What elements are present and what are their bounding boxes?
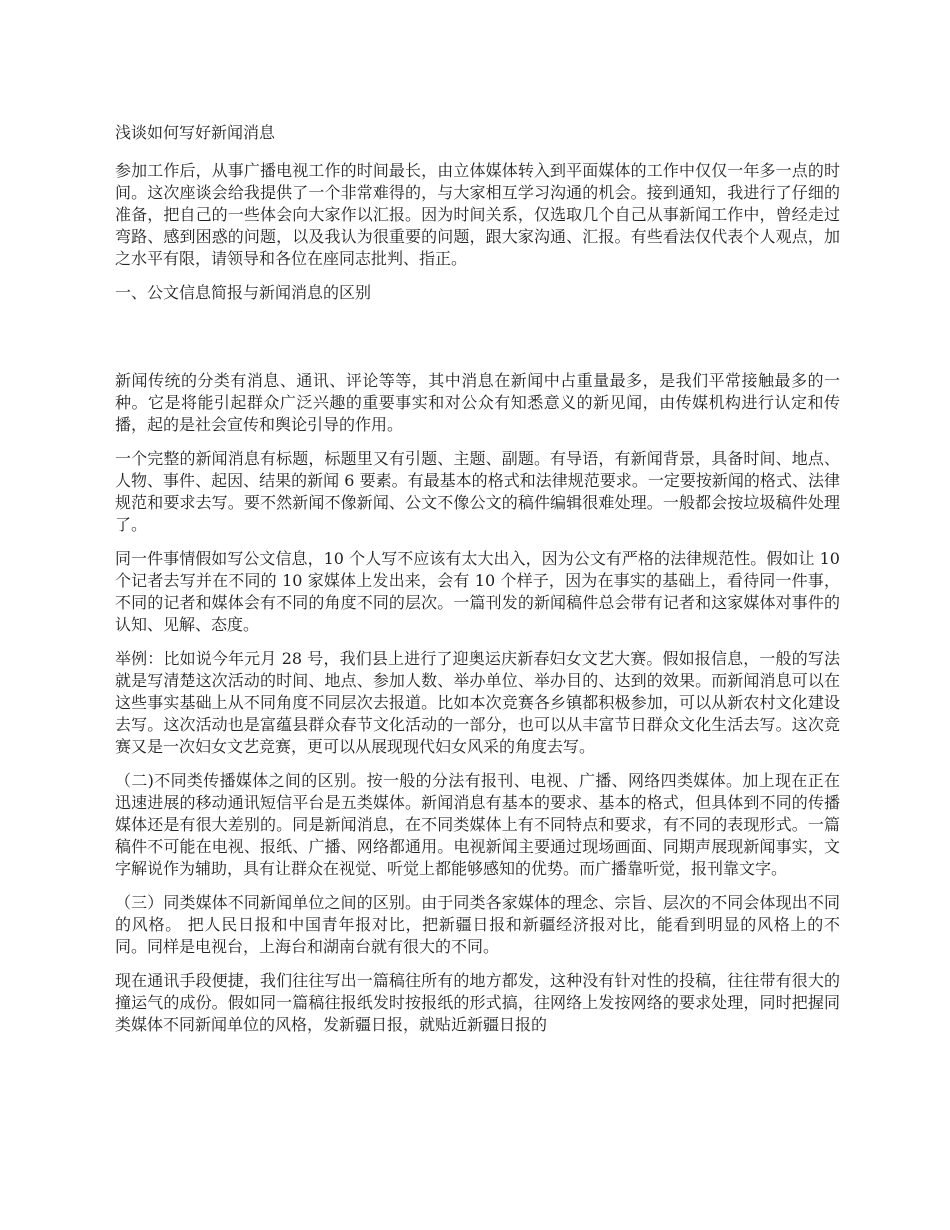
intro-paragraph: 参加工作后，从事广播电视工作的时间最长，由立体媒体转入到平面媒体的工作中仅仅一年多一点的时间。这次座谈会给我提供了一个非常难得的，与大家相互学习沟通的机会。接到通知，我进行了仔细的准备，把自己的一些体会向大家作以汇报。因为时间关系，仅选取几个自己从事新闻工作中，曾经走过弯路、感到困惑的问题，以及我认为很重要的问题，跟大家沟通、汇报。有些看法仅代表个人观点，加之水平有限，请领导和各位在座同志批判、指正。 [115,161,840,268]
document-page [115,122,840,1048]
section-heading: 一、公文信息简报与新闻消息的区别 [115,283,372,302]
body-paragraph-2: 一个完整的新闻消息有标题，标题里又有引题、主题、副题。有导语，有新闻背景，具备时间、地点、人物、事件、起因、结果的新闻 6 要素。有最基本的格式和法律规范要求。一定要按新闻的格式、法律规范和要求去写。要不然新闻不像新闻、公文不像公文的稿件编辑很难处理。一般都会按垃圾稿件处理了。 [115,449,840,534]
body-paragraph-5: （二)不同类传播媒体之间的区别。按一般的分法有报刊、电视、广播、网络四类媒体。加上现在正在迅速进展的移动通讯短信平台是五类媒体。新闻消息有基本的要求、基本的格式，但具体到不同的传播媒体还是有很大差别的。同是新闻消息，在不同类媒体上有不同特点和要求，有不同的表现形式。一篇稿件不可能在电视、报纸、广播、网络都通用。电视新闻主要通过现场画面、同期声展现新闻事实，文字解说作为辅助，具有让群众在视觉、听觉上都能够感知的优势。而广播靠听觉，报刊靠文字。 [115,771,840,878]
body-paragraph-7: 现在通讯手段便捷，我们往往写出一篇稿往所有的地方都发，这种没有针对性的投稿，往往带有很大的撞运气的成份。假如同一篇稿往报纸发时按报纸的形式搞，往网络上发按网络的要求处理，同时把握同类媒体不同新闻单位的风格，发新疆日报，就贴近新疆日报的 [115,971,840,1034]
document-title: 浅谈如何写好新闻消息 [115,123,276,142]
body-paragraph-6: （三）同类媒体不同新闻单位之间的区别。由于同类各家媒体的理念、宗旨、层次的不同会体现出不同的风格。 把人民日报和中国青年报对比，把新疆日报和新疆经济报对比，能看到明显的风格上的不同。同样是电视台，上海台和湖南台就有很大的不同。 [115,893,840,956]
body-paragraph-3: 同一件事情假如写公文信息，10 个人写不应该有太大出入，因为公文有严格的法律规范性。假如让 10 个记者去写并在不同的 10 家媒体上发出来，会有 10 个样子，因为在事实的基础上，看待同一件事，不同的记者和媒体会有不同的角度不同的层次。一篇刊发的新闻稿件总会带有记者和这家媒体对事件的认知、见解、态度。 [115,549,840,634]
body-paragraph-1: 新闻传统的分类有消息、通讯、评论等等，其中消息在新闻中占重量最多，是我们平常接触最多的一种。它是将能引起群众广泛兴趣的重要事实和对公众有知悉意义的新见闻，由传媒机构进行认定和传播，起的是社会宣传和舆论引导的作用。 [115,371,840,434]
body-paragraph-4: 举例：比如说今年元月 28 号，我们县上进行了迎奥运庆新春妇女文艺大赛。假如报信息，一般的写法就是写清楚这次活动的时间、地点、参加人数、举办单位、举办目的、达到的效果。而新闻消息可以在这些事实基础上从不同角度不同层次去报道。比如本次竞赛各乡镇都积极参加，可以从新农村文化建设去写。这次活动也是富蕴县群众春节文化活动的一部分，也可以从丰富节日群众文化生活去写。这次竞赛又是一次妇女文艺竞赛，更可以从展现现代妇女风采的角度去写。 [115,649,840,756]
